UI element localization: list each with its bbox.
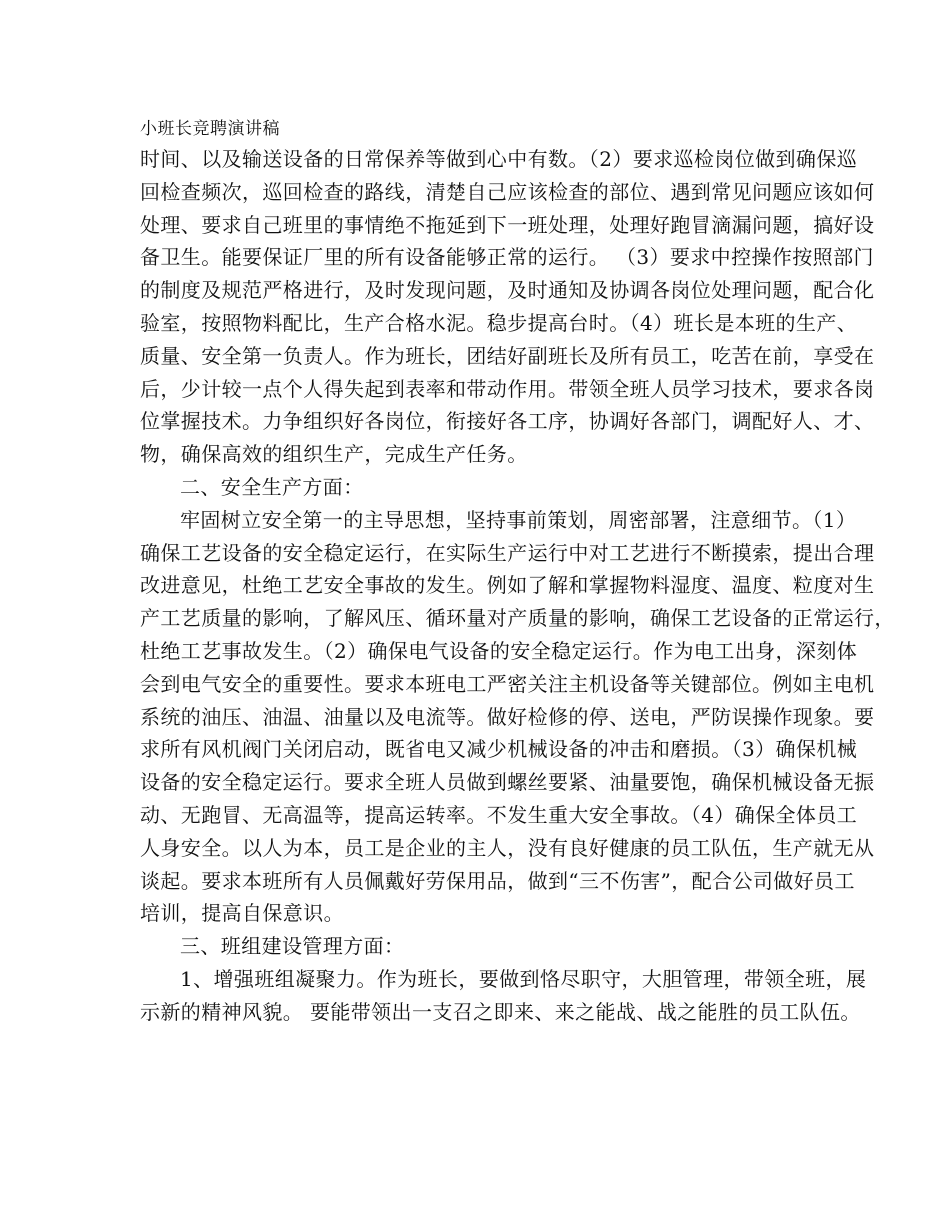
document-line: 产工艺质量的影响，了解风压、循环量对产质量的影响，确保工艺设备的正常运行， bbox=[140, 606, 895, 631]
document-line: 改进意见，杜绝工艺安全事故的发生。例如了解和掌握物料湿度、温度、粒度对生 bbox=[140, 573, 875, 598]
document-body bbox=[140, 143, 895, 1029]
document-line: 物，确保高效的组织生产，完成生产任务。 bbox=[140, 442, 528, 467]
document-line: 设备的安全稳定运行。要求全班人员做到螺丝要紧、油量要饱，确保机械设备无振 bbox=[140, 770, 875, 795]
document-line: 动、无跑冒、无高温等，提高运转率。不发生重大安全事故。（4）确保全体员工 bbox=[140, 802, 858, 827]
document-line: 三、班组建设管理方面： bbox=[180, 934, 405, 959]
document-line: 牢固树立安全第一的主导思想，坚持事前策划，周密部署，注意细节。（1） bbox=[180, 507, 857, 532]
document-line: 位掌握技术。力争组织好各岗位，衔接好各工序，协调好各部门，调配好人、才、 bbox=[140, 409, 875, 434]
document-line: 求所有风机阀门关闭启动，既省电又减少机械设备的冲击和磨损。（3）确保机械 bbox=[140, 737, 858, 762]
document-line: 系统的油压、油温、油量以及电流等。做好检修的停、送电，严防误操作现象。要 bbox=[140, 704, 875, 729]
document-line: 的制度及规范严格进行，及时发现问题，及时通知及协调各岗位处理问题，配合化 bbox=[140, 278, 875, 303]
document-line: 时间、以及输送设备的日常保养等做到心中有数。（2）要求巡检岗位做到确保巡 bbox=[140, 147, 858, 171]
document-line: 人身安全。以人为本，员工是企业的主人，没有良好健康的员工队伍，生产就无从 bbox=[140, 835, 875, 860]
document-line: 质量、安全第一负责人。作为班长，团结好副班长及所有员工，吃苦在前，享受在 bbox=[140, 343, 875, 368]
document-line: 示新的精神风貌。 要能带领出一支召之即来、来之能战、战之能胜的员工队伍。 bbox=[140, 999, 861, 1024]
document-line: 后，少计较一点个人得失起到表率和带动作用。带领全班人员学习技术，要求各岗 bbox=[140, 376, 875, 401]
document-line: 处理、要求自己班里的事情绝不拖延到下一班处理，处理好跑冒滴漏问题，搞好设 bbox=[140, 212, 875, 237]
document-line: 1、增强班组凝聚力。作为班长，要做到恪尽职守，大胆管理，带领全班，展 bbox=[180, 966, 867, 991]
document-line: 确保工艺设备的安全稳定运行，在实际生产运行中对工艺进行不断摸索，提出合理 bbox=[140, 540, 875, 565]
document-line: 验室，按照物料配比，生产合格水泥。稳步提高台时。（4）班长是本班的生产、 bbox=[140, 310, 858, 335]
document-line: 回检查频次，巡回检查的路线，清楚自己应该检查的部位、遇到常见问题应该如何 bbox=[140, 179, 875, 204]
document-line: 二、安全生产方面： bbox=[180, 474, 364, 499]
document-line: 培训，提高自保意识。 bbox=[140, 901, 344, 926]
document-line: 谈起。要求本班所有人员佩戴好劳保用品，做到“三不伤害”，配合公司做好员工 bbox=[140, 868, 855, 893]
document-header-title: 小班长竞聘演讲稿 bbox=[140, 119, 280, 139]
document-line: 备卫生。能要保证厂里的所有设备能够正常的运行。 （3）要求中控操作按照部门 bbox=[140, 245, 874, 270]
document-line: 杜绝工艺事故发生。（2）确保电气设备的安全稳定运行。作为电工出身，深刻体 bbox=[140, 638, 858, 663]
document-line: 会到电气安全的重要性。要求本班电工严密关注主机设备等关键部位。例如主电机 bbox=[140, 671, 875, 696]
